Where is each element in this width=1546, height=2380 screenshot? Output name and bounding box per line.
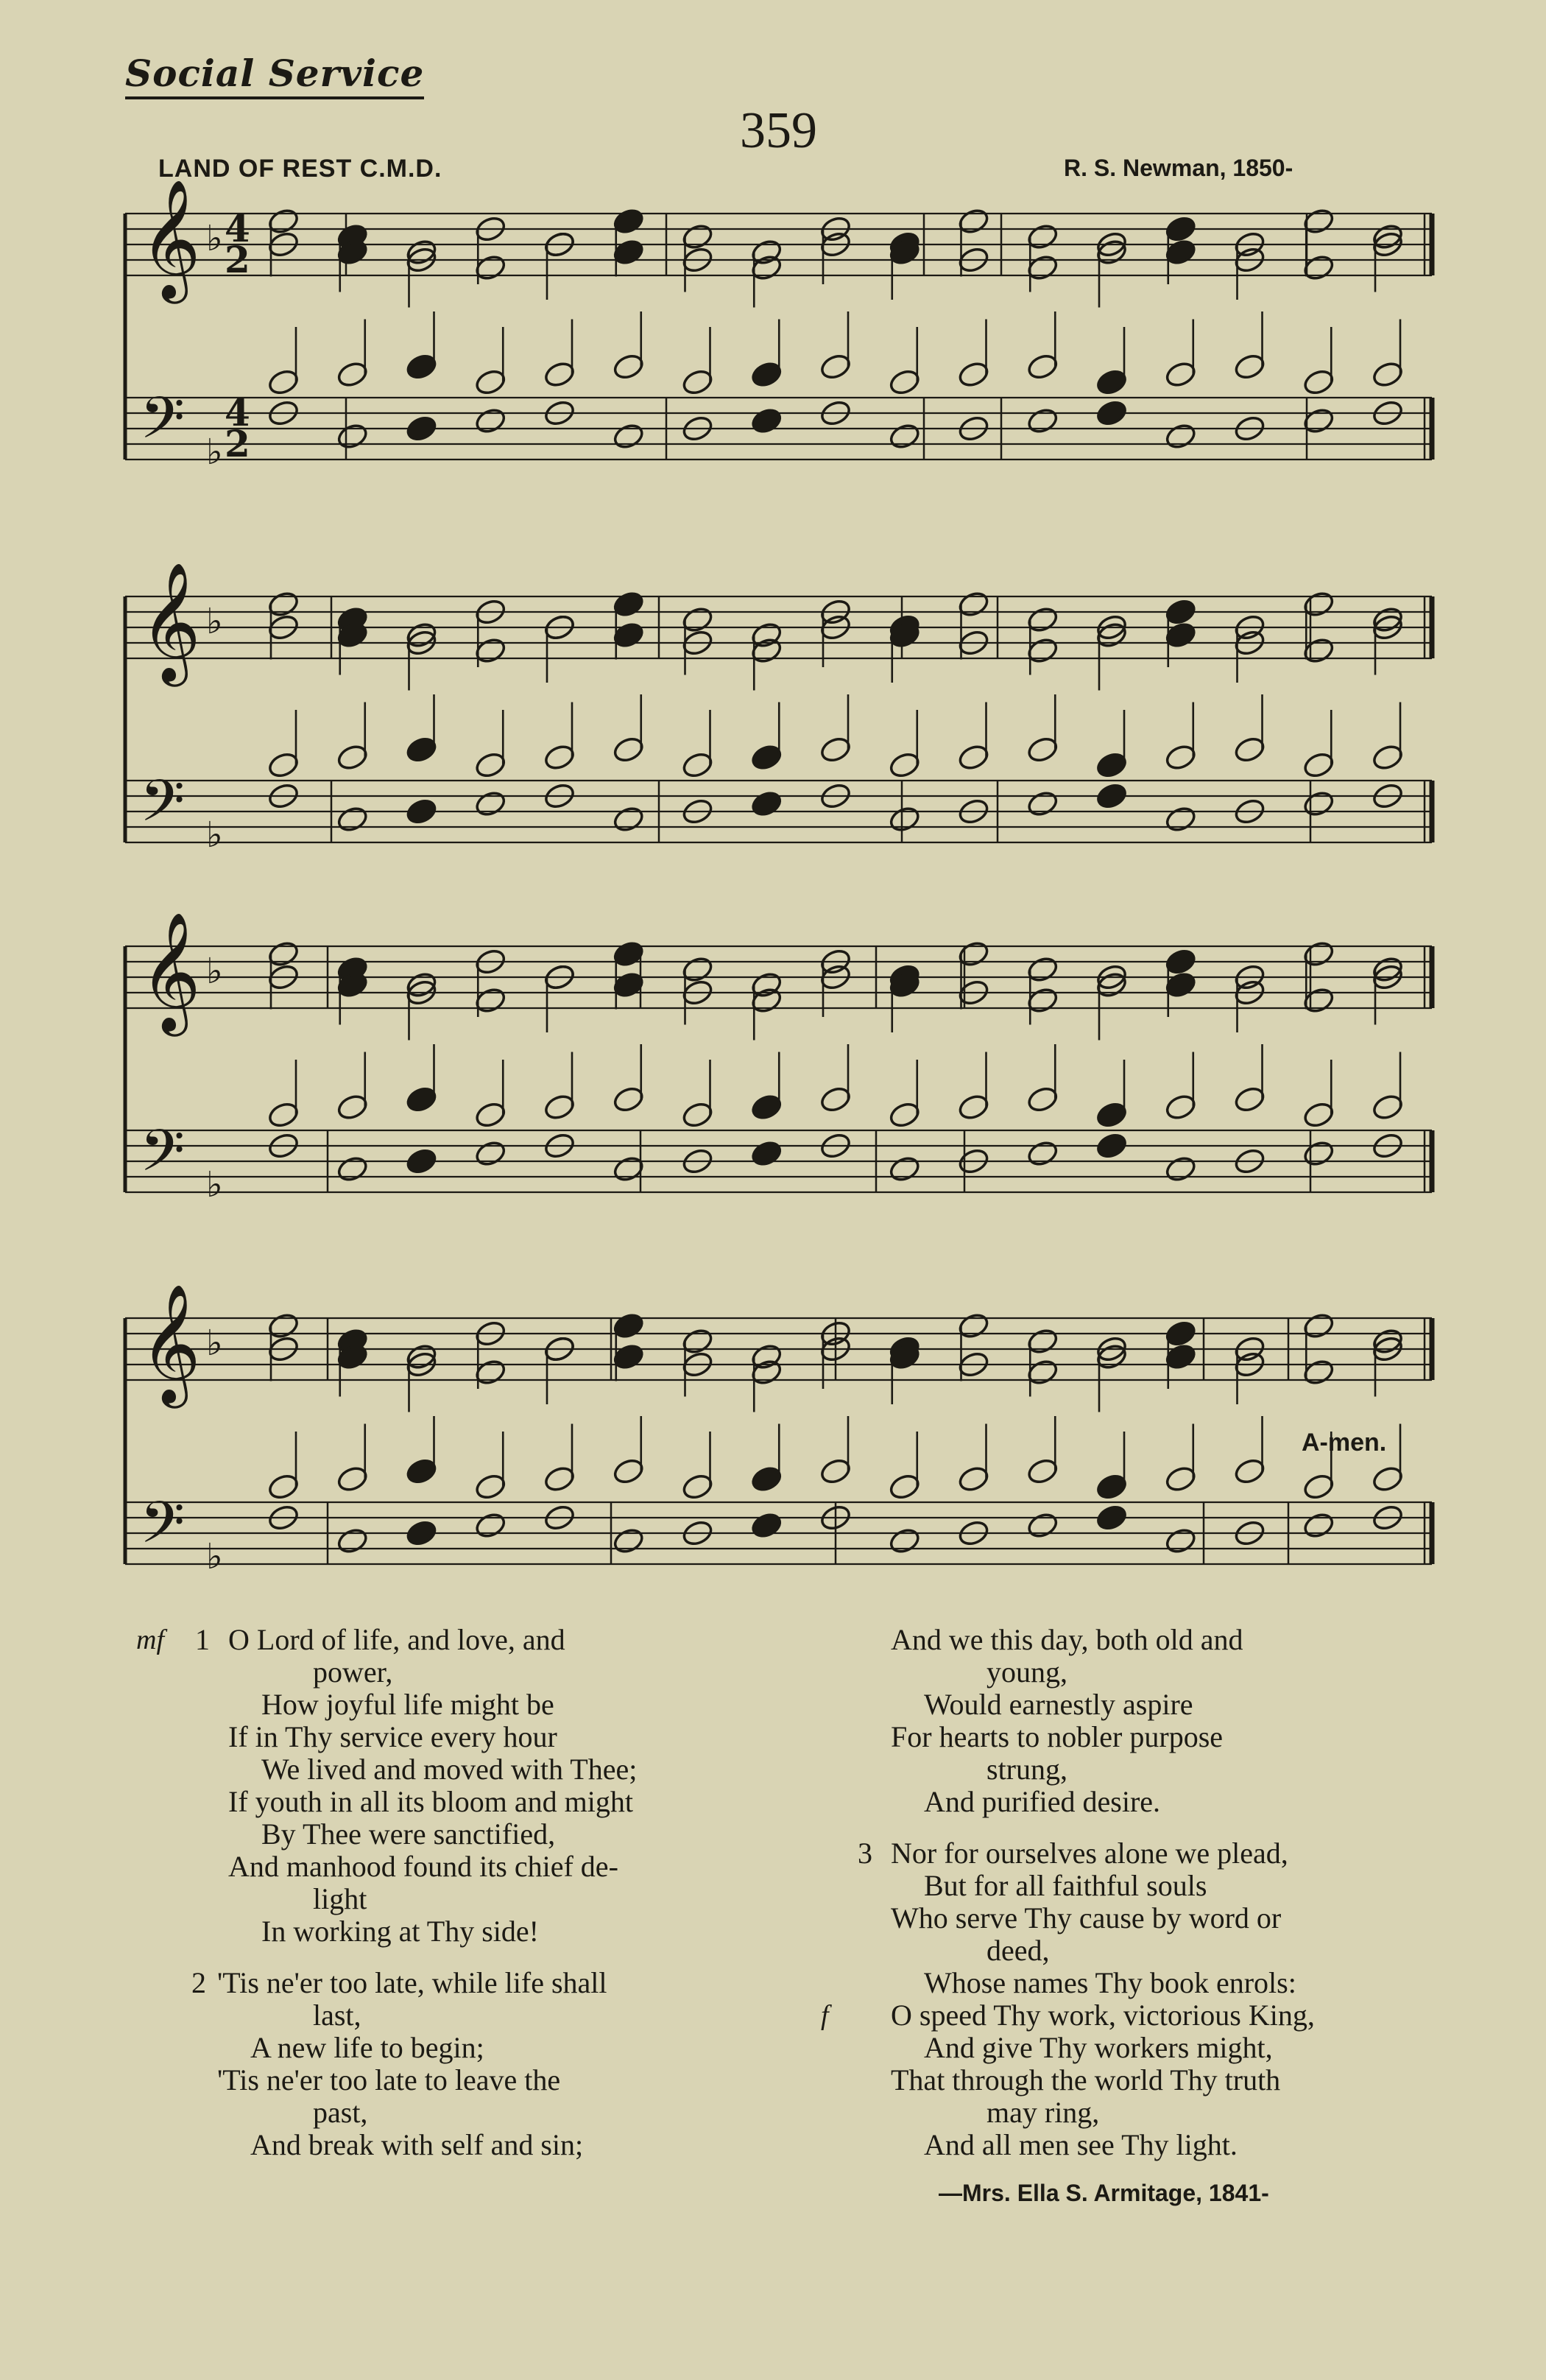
svg-text:♭: ♭: [206, 951, 223, 992]
verses-right-column: [821, 1623, 1428, 2180]
svg-text:𝄢: 𝄢: [140, 1490, 186, 1571]
verse-line: By Thee were sanctified,: [261, 1817, 556, 1851]
author-credit: —Mrs. Ella S. Armitage, 1841-: [939, 2180, 1269, 2206]
verse-line: For hearts to nobler purpose: [891, 1720, 1224, 1753]
svg-text:𝄢: 𝄢: [140, 385, 186, 466]
stanza-number: 2: [191, 1966, 206, 1999]
verse-line: young,: [986, 1655, 1067, 1689]
svg-text:𝄞: 𝄞: [140, 912, 201, 1032]
svg-text:2: 2: [225, 238, 250, 281]
svg-text:𝄢: 𝄢: [140, 1118, 186, 1199]
verse-line: may ring,: [986, 2096, 1100, 2129]
svg-text:4: 4: [225, 207, 250, 250]
svg-text:𝄞: 𝄞: [140, 179, 201, 299]
verse-line: Would earnestly aspire: [924, 1688, 1193, 1721]
verse-line: And break with self and sin;: [250, 2128, 584, 2161]
tune-name: LAND OF REST C.M.D.: [158, 155, 442, 183]
verse-line: A new life to begin;: [250, 2031, 484, 2064]
verse-line: And give Thy workers might,: [924, 2031, 1273, 2064]
dynamic-marking: mf: [136, 1624, 164, 1655]
verse-line: 'Tis ne'er too late to leave the: [217, 2063, 561, 2096]
verse-line: We lived and moved with Thee;: [261, 1753, 638, 1786]
verse-line: If in Thy service every hour: [228, 1720, 557, 1753]
verse-line: deed,: [986, 1934, 1050, 1967]
verse-line: And we this day, both old and: [891, 1623, 1243, 1656]
verse-line: How joyful life might be: [261, 1688, 554, 1721]
amen-label: A-men.: [1302, 1429, 1387, 1457]
verse-line: That through the world Thy truth: [891, 2063, 1281, 2096]
svg-text:4: 4: [225, 391, 250, 434]
svg-text:♭: ♭: [206, 1164, 223, 1205]
verse-line: In working at Thy side!: [261, 1915, 539, 1948]
svg-text:𝄢: 𝄢: [140, 768, 186, 849]
verse-line: Nor for ourselves alone we plead,: [891, 1837, 1288, 1870]
svg-text:2: 2: [225, 422, 250, 465]
verse-line: If youth in all its bloom and might: [228, 1785, 633, 1818]
verse-line: strung,: [986, 1753, 1067, 1786]
verse-line: O Lord of life, and love, and: [228, 1623, 565, 1656]
verse-line: past,: [313, 2096, 368, 2129]
dynamic-marking: f: [821, 2000, 829, 2031]
verse-line: Who serve Thy cause by word or: [891, 1901, 1282, 1934]
stanza-number: 3: [858, 1837, 872, 1870]
verse-line: And purified desire.: [924, 1785, 1161, 1818]
verse-line: Whose names Thy book enrols:: [924, 1966, 1296, 1999]
svg-text:♭: ♭: [206, 218, 223, 259]
verse-line: light: [313, 1882, 367, 1915]
svg-text:♭: ♭: [206, 432, 223, 473]
svg-text:♭: ♭: [206, 814, 223, 856]
stanza-number: 1: [195, 1623, 210, 1656]
verse-line: And all men see Thy light.: [924, 2128, 1238, 2161]
svg-text:♭: ♭: [206, 601, 223, 642]
stanza-2-continued: [854, 1624, 1428, 1818]
stanza-2: [136, 1967, 769, 2161]
composer-credit: R. S. Newman, 1850-: [1064, 155, 1293, 181]
svg-text:♭: ♭: [206, 1323, 223, 1364]
verse-line: O speed Thy work, victorious King,: [891, 1999, 1315, 2032]
svg-text:𝄞: 𝄞: [140, 562, 201, 682]
hymn-number: 359: [740, 102, 817, 159]
section-title: Social Service: [125, 52, 424, 99]
verse-line: last,: [313, 1999, 361, 2032]
svg-text:𝄞: 𝄞: [140, 1284, 201, 1404]
svg-text:♭: ♭: [206, 1536, 223, 1577]
verse-line: power,: [313, 1655, 393, 1689]
verse-line: 'Tis ne'er too late, while life shall: [217, 1966, 607, 1999]
verse-line: And manhood found its chief de-: [228, 1850, 618, 1883]
verse-line: But for all faithful souls: [924, 1869, 1207, 1902]
stanza-3: [821, 1837, 1428, 2161]
stanza-1: [136, 1624, 769, 1948]
verses-left-column: [136, 1624, 769, 2180]
